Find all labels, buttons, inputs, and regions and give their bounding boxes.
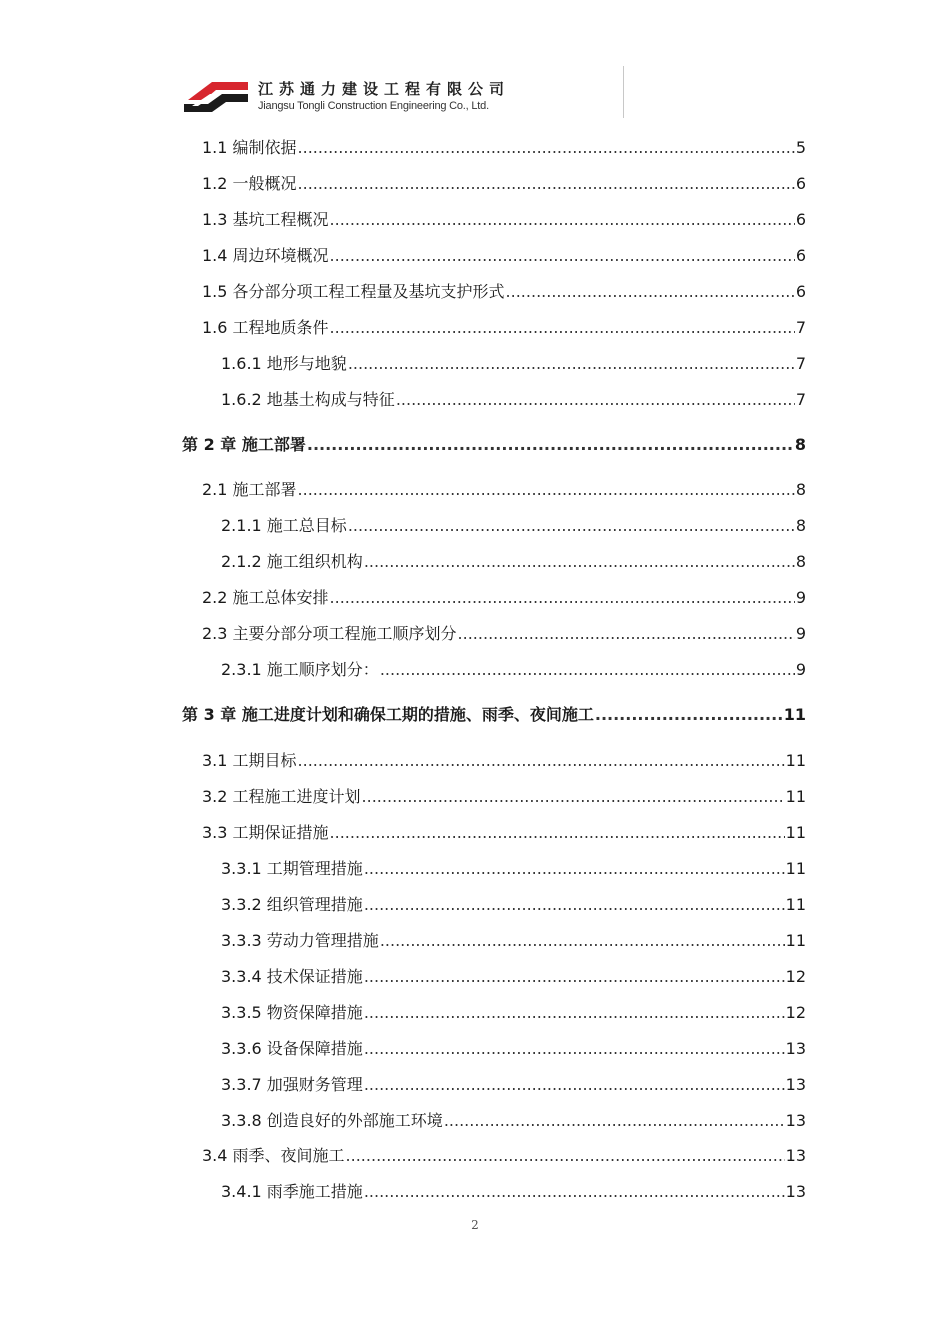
toc-entry[interactable]: [221, 660, 806, 680]
toc-entry[interactable]: [221, 931, 806, 951]
toc-entry-page: 11: [785, 823, 806, 842]
toc-entry-title: 3.2 工程施工进度计划: [202, 787, 361, 806]
toc-leader-dots: [298, 480, 795, 500]
toc-entry[interactable]: [202, 588, 806, 608]
toc-entry-page: 11: [785, 895, 806, 914]
toc-entry-page: 6: [795, 210, 806, 229]
toc-entry-page: 6: [795, 174, 806, 193]
toc-entry[interactable]: [202, 787, 806, 807]
toc-entry[interactable]: [221, 354, 806, 374]
toc-entry-title: 1.5 各分部分项工程工程量及基坑支护形式: [202, 282, 505, 301]
toc-entry-title: 3.3.1 工期管理措施: [221, 859, 363, 878]
toc-entry[interactable]: [221, 552, 806, 572]
toc-entry-title: 3.3 工期保证措施: [202, 823, 329, 842]
toc-leader-dots: [396, 390, 795, 410]
toc-leader-dots: [348, 516, 795, 536]
toc-entry-page: 13: [785, 1146, 806, 1165]
toc-entry[interactable]: [221, 1039, 806, 1059]
toc-leader-dots: [298, 138, 795, 158]
company-name-cn: 江苏通力建设工程有限公司: [258, 80, 511, 98]
toc-entry-page: 13: [785, 1075, 806, 1094]
toc-leader-dots: [364, 1182, 785, 1202]
toc-leader-dots: [364, 895, 785, 915]
toc-leader-dots: [364, 1075, 785, 1095]
toc-entry-title: 3.3.2 组织管理措施: [221, 895, 363, 914]
toc-entry-title: 1.1 编制依据: [202, 138, 297, 157]
toc-entry-page: 11: [785, 931, 806, 950]
toc-leader-dots: [364, 859, 785, 879]
toc-entry[interactable]: [202, 480, 806, 500]
toc-leader-dots: [298, 174, 795, 194]
toc-leader-dots: [364, 552, 795, 572]
toc-leader-dots: [362, 787, 785, 807]
toc-leader-dots: [330, 246, 795, 266]
page-header: [182, 68, 627, 120]
toc-entry[interactable]: [221, 390, 806, 410]
toc-entry-page: 7: [795, 318, 806, 337]
toc-entry-title: 2.1.2 施工组织机构: [221, 552, 363, 571]
company-logo-icon: [182, 76, 250, 116]
toc-entry-title: 1.3 基坑工程概况: [202, 210, 329, 229]
toc-entry-title: 2.1.1 施工总目标: [221, 516, 347, 535]
toc-entry-page: 9: [795, 588, 806, 607]
toc-entry[interactable]: [202, 210, 806, 230]
toc-entry[interactable]: [202, 282, 806, 302]
toc-entry-page: 9: [795, 660, 806, 679]
toc-entry-title: 1.6.2 地基土构成与特征: [221, 390, 395, 409]
toc-entry-title: 1.6 工程地质条件: [202, 318, 329, 337]
toc-entry-page: 7: [795, 354, 806, 373]
toc-leader-dots: [364, 1003, 785, 1023]
toc-entry[interactable]: [221, 859, 806, 879]
toc-leader-dots: [330, 588, 795, 608]
toc-entry-page: 13: [785, 1182, 806, 1201]
toc-leader-dots: [348, 354, 795, 374]
page-number: 2: [471, 1218, 479, 1232]
toc-entry-title: 3.4.1 雨季施工措施: [221, 1182, 363, 1201]
toc-entry-page: 8: [795, 552, 806, 571]
toc-entry[interactable]: [221, 1003, 806, 1023]
toc-entry-title: 2.2 施工总体安排: [202, 588, 329, 607]
toc-leader-dots: [380, 660, 795, 680]
toc-leader-dots: [458, 624, 795, 644]
toc-entry[interactable]: [182, 435, 806, 455]
toc-entry[interactable]: [202, 138, 806, 158]
toc-entry-page: 13: [785, 1111, 806, 1130]
toc-entry-page: 8: [794, 435, 806, 454]
toc-entry-page: 11: [785, 751, 806, 770]
toc-leader-dots: [330, 318, 795, 338]
toc-leader-dots: [307, 435, 794, 455]
toc-entry-title: 3.3.3 劳动力管理措施: [221, 931, 379, 950]
toc-entry[interactable]: [221, 516, 806, 536]
toc-leader-dots: [364, 967, 785, 987]
toc-entry-title: 3.1 工期目标: [202, 751, 297, 770]
toc-leader-dots: [298, 751, 785, 771]
toc-entry-title: 3.3.7 加强财务管理: [221, 1075, 363, 1094]
toc-entry-page: 11: [785, 787, 806, 806]
toc-entry-title: 第 3 章 施工进度计划和确保工期的措施、雨季、夜间施工: [182, 705, 594, 724]
toc-entry[interactable]: [221, 895, 806, 915]
toc-entry-page: 12: [785, 967, 806, 986]
toc-entry-title: 3.3.4 技术保证措施: [221, 967, 363, 986]
toc-entry[interactable]: [202, 246, 806, 266]
company-name-en: Jiangsu Tongli Construction Engineering Co., Ltd.: [258, 100, 489, 112]
toc-entry-page: 6: [795, 246, 806, 265]
toc-entry-page: 7: [795, 390, 806, 409]
toc-entry[interactable]: [202, 1146, 806, 1166]
toc-entry-page: 11: [783, 705, 806, 724]
toc-entry[interactable]: [182, 705, 806, 725]
toc-entry[interactable]: [221, 1075, 806, 1095]
toc-leader-dots: [330, 210, 795, 230]
toc-entry-page: 11: [785, 859, 806, 878]
toc-entry-page: 8: [795, 516, 806, 535]
toc-entry-title: 1.6.1 地形与地貌: [221, 354, 347, 373]
toc-entry[interactable]: [221, 1182, 806, 1202]
toc-entry[interactable]: [202, 823, 806, 843]
toc-entry-page: 5: [795, 138, 806, 157]
toc-entry[interactable]: [202, 318, 806, 338]
toc-leader-dots: [364, 1039, 785, 1059]
toc-leader-dots: [380, 931, 785, 951]
toc-entry-title: 3.3.6 设备保障措施: [221, 1039, 363, 1058]
toc-entry-page: 8: [795, 480, 806, 499]
toc-entry-page: 13: [785, 1039, 806, 1058]
toc-entry[interactable]: [202, 624, 806, 644]
toc-entry-title: 2.1 施工部署: [202, 480, 297, 499]
toc-entry-title: 3.3.5 物资保障措施: [221, 1003, 363, 1022]
toc-entry[interactable]: [202, 174, 806, 194]
toc-entry-title: 2.3.1 施工顺序划分：: [221, 660, 379, 679]
toc-leader-dots: [444, 1111, 785, 1131]
header-divider: [623, 66, 624, 118]
toc-entry-title: 1.2 一般概况: [202, 174, 297, 193]
toc-leader-dots: [506, 282, 795, 302]
toc-entry-title: 2.3 主要分部分项工程施工顺序划分: [202, 624, 457, 643]
toc-entry-title: 第 2 章 施工部署: [182, 435, 306, 454]
toc-entry[interactable]: [221, 967, 806, 987]
toc-entry-page: 6: [795, 282, 806, 301]
toc-entry-page: 9: [795, 624, 806, 643]
toc-entry[interactable]: [221, 1111, 806, 1131]
toc-entry[interactable]: [202, 751, 806, 771]
toc-entry-title: 3.4 雨季、夜间施工: [202, 1146, 345, 1165]
toc-leader-dots: [595, 705, 783, 725]
toc-entry-title: 3.3.8 创造良好的外部施工环境: [221, 1111, 443, 1130]
toc-entry-page: 12: [785, 1003, 806, 1022]
toc-leader-dots: [330, 823, 785, 843]
toc-leader-dots: [346, 1146, 785, 1166]
toc-entry-title: 1.4 周边环境概况: [202, 246, 329, 265]
